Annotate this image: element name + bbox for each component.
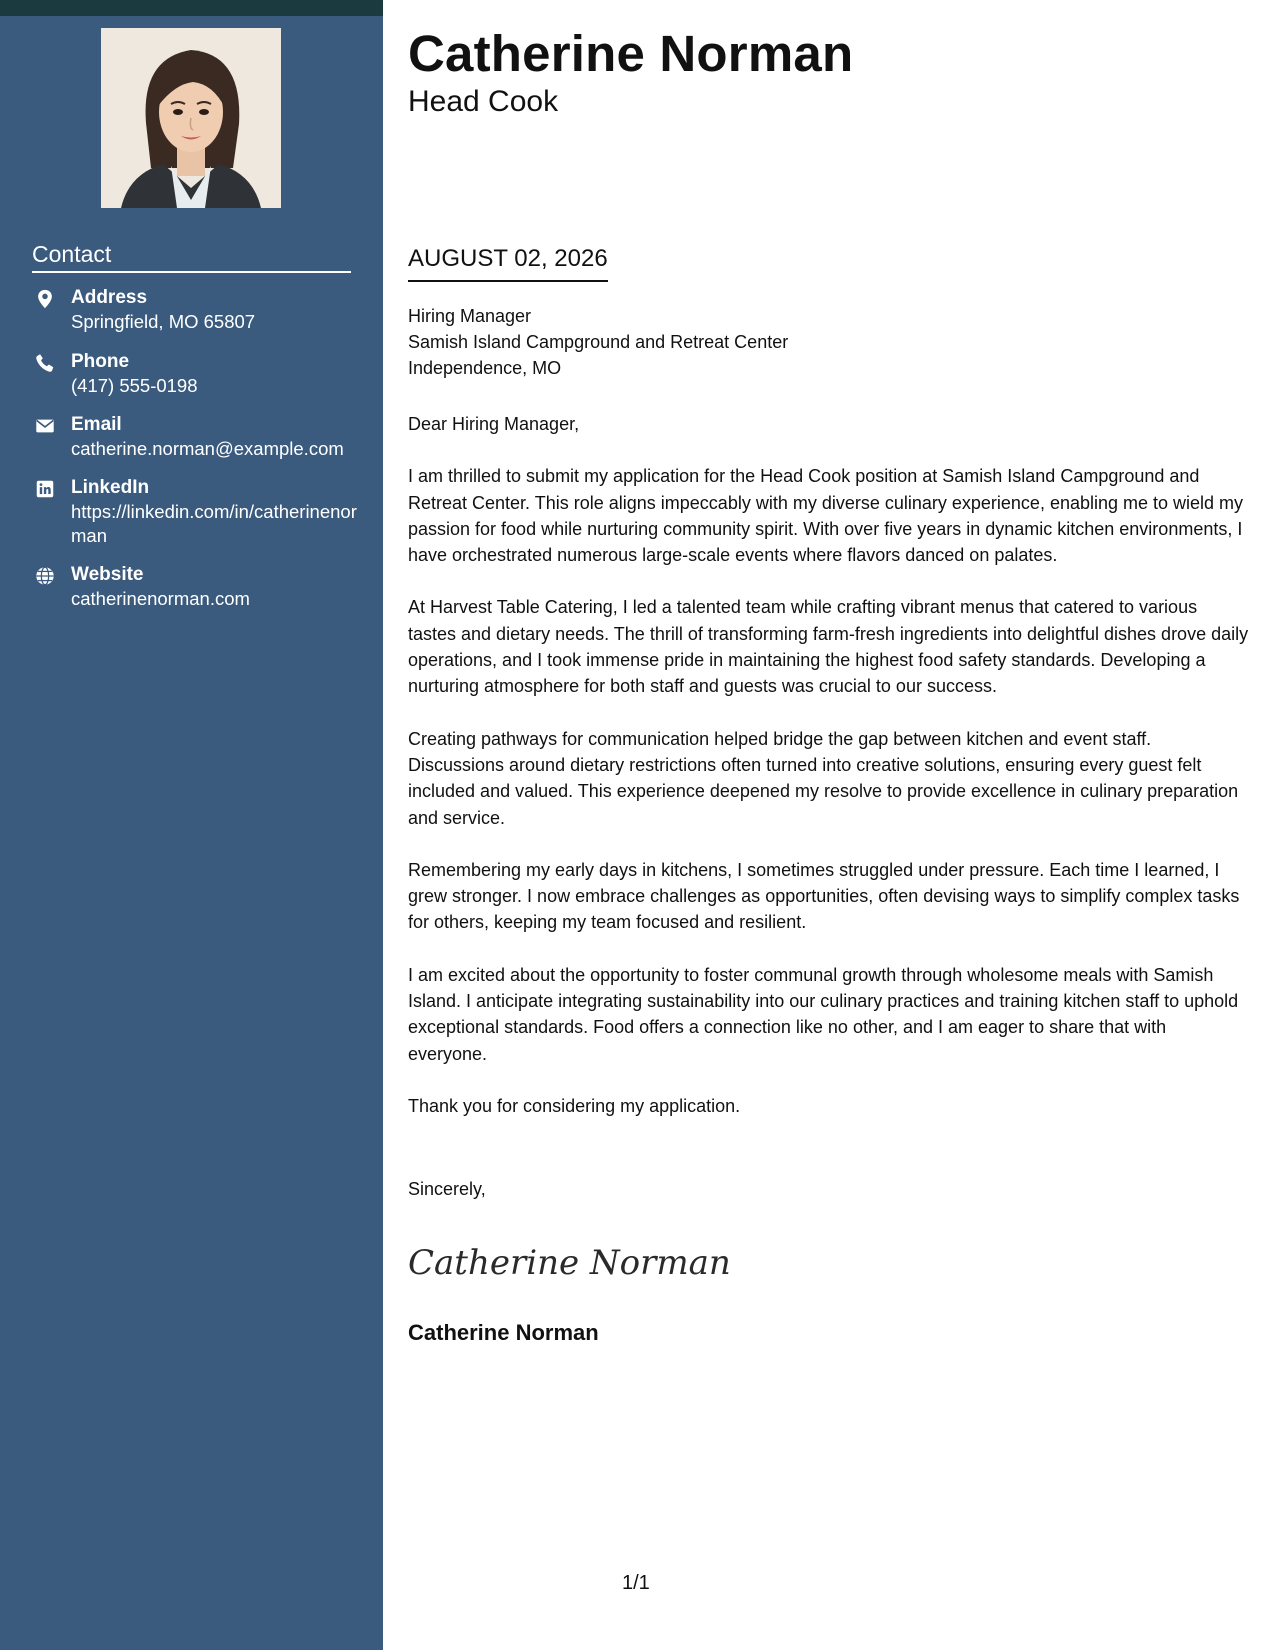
- page-number: 1/1: [622, 1572, 650, 1594]
- sidebar: [0, 0, 383, 1650]
- avatar: [101, 28, 281, 208]
- letter-main: [408, 0, 1258, 1650]
- body-paragraph: I am excited about the opportunity to foster communal growth through wholesome meals with Samish Island. I anticipate integrating sustainability into our culinary practices and training kitchen staff to uphold exceptional standards. Food offers a connection like no other, and I am eager to share that with everyone.: [408, 964, 1239, 1064]
- phone-value: (417) 555-0198: [71, 375, 198, 396]
- linkedin-icon: [34, 478, 56, 500]
- body-paragraph: Remembering my early days in kitchens, I sometimes struggled under pressure. Each time I learned, I grew stronger. I now embrace challenges as opportunities, often devising ways to simplify complex tasks for others, keeping my team focused and resilient.: [408, 859, 1240, 933]
- address-label: Address: [71, 287, 148, 308]
- recipient-line: Samish Island Campground and Retreat Center: [408, 332, 789, 352]
- email-label: Email: [71, 414, 122, 435]
- phone-label: Phone: [71, 351, 130, 372]
- website-label: Website: [71, 564, 144, 585]
- letter-date: AUGUST 02, 2026: [408, 244, 608, 282]
- body-paragraph: At Harvest Table Catering, I led a talented team while crafting vibrant menus that catered to various tastes and dietary needs. The thrill of transforming farm-fresh ingredients into delightful dishes drove daily operations, and I took immense pride in maintaining the highest food safety standards. Developing a nurturing atmosphere for both staff and guests was crucial to our success.: [408, 597, 1249, 697]
- closing: Sincerely,: [408, 1179, 486, 1199]
- sidebar-top-bar: [0, 0, 383, 16]
- envelope-icon: [34, 415, 56, 437]
- contact-heading: Contact: [32, 240, 351, 273]
- address-value: Springfield, MO 65807: [71, 311, 256, 332]
- recipient-block: [408, 303, 788, 381]
- map-pin-icon: [34, 288, 56, 310]
- applicant-title: Head Cook: [408, 85, 559, 118]
- phone-icon: [34, 352, 56, 374]
- email-value[interactable]: catherine.norman@example.com: [71, 438, 344, 459]
- globe-icon: [34, 565, 56, 587]
- signed-name: Catherine Norman: [408, 1320, 599, 1345]
- linkedin-value[interactable]: https://linkedin.com/in/catherinenorman: [71, 501, 357, 546]
- website-value[interactable]: catherinenorman.com: [71, 588, 250, 609]
- signature-image: [408, 1236, 731, 1284]
- signature-text: Catherine Norman: [408, 1243, 731, 1283]
- salutation: Dear Hiring Manager,: [408, 414, 580, 434]
- body-paragraph: Thank you for considering my application.: [408, 1095, 741, 1116]
- recipient-line: Independence, MO: [408, 358, 562, 378]
- linkedin-label: LinkedIn: [71, 477, 150, 498]
- body-paragraph: I am thrilled to submit my application for the Head Cook position at Samish Island Campground and Retreat Center. This role aligns impeccably with my diverse culinary experience, enabling me to wield my passion for food while nurturing community spirit. With over five years in dynamic kitchen environments, I have orchestrated numerous large-scale events where flavors danced on palates.: [408, 466, 1244, 566]
- body-paragraph: Creating pathways for communication helped bridge the gap between kitchen and event staff. Discussions around dietary restrictions often turned into creative solutions, ensuring every guest felt included and valued. This experience deepened my resolve to provide excellence in culinary preparation and service.: [408, 728, 1239, 828]
- recipient-line: Hiring Manager: [408, 306, 532, 326]
- applicant-name: Catherine Norman: [408, 25, 854, 82]
- letter-body: [408, 411, 1250, 1145]
